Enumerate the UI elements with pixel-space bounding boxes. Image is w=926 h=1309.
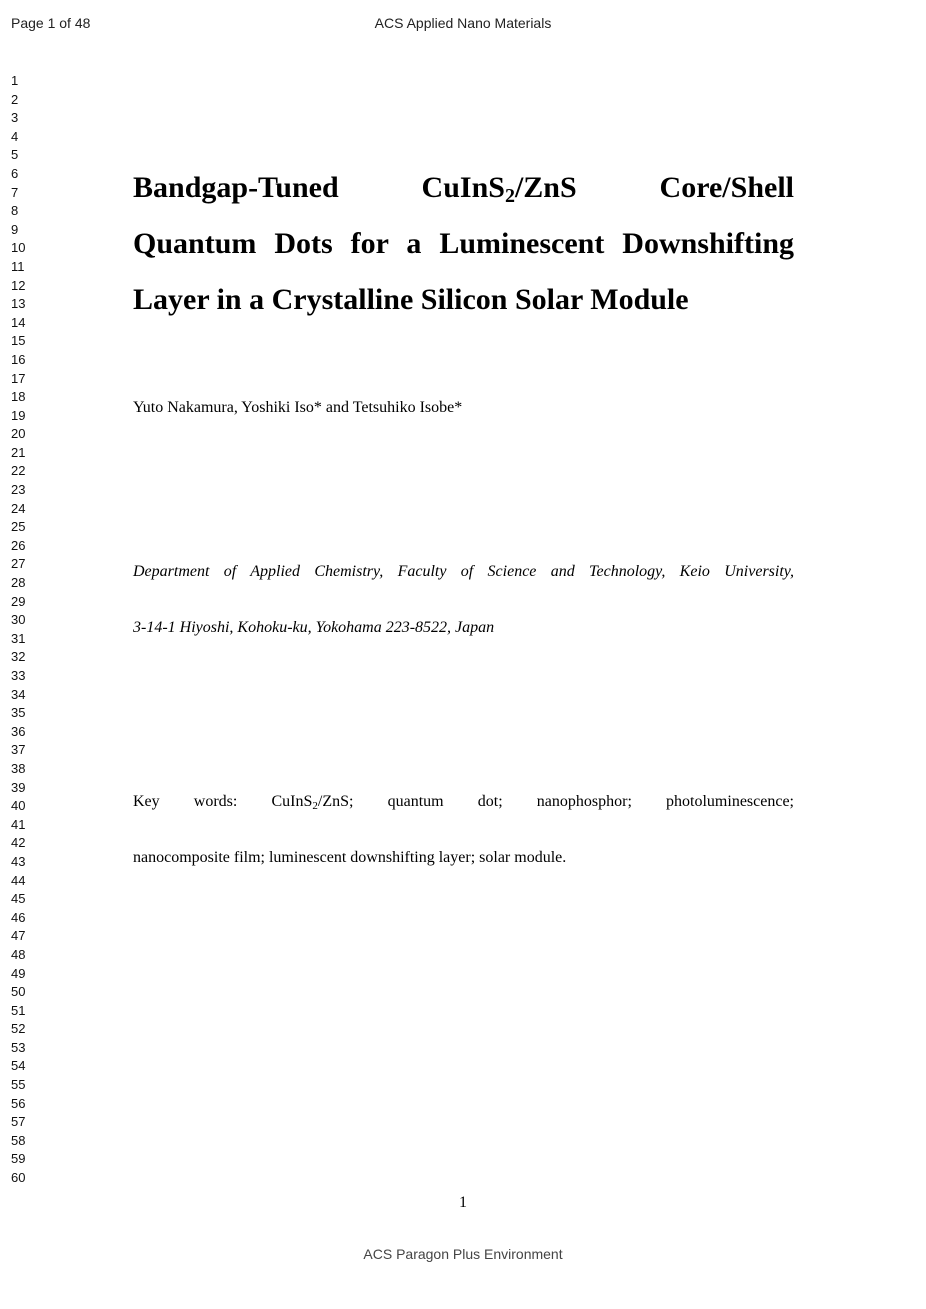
line-number: 56 [11,1095,26,1111]
keywords-line-2: nanocomposite film; luminescent downshifting layer; solar module. [133,849,567,866]
line-number: 60 [11,1170,26,1186]
line-number: 59 [11,1151,26,1167]
line-number: 27 [11,556,26,572]
line-number: 40 [11,798,26,814]
line-number: 6 [11,165,19,181]
line-number: 35 [11,705,26,721]
line-number: 5 [11,147,19,163]
line-number: 1 [11,73,19,88]
line-number: 49 [11,965,26,981]
title-line-3: Layer in a Crystalline Silicon Solar Module [133,283,689,316]
line-number: 7 [11,184,19,200]
line-number: 10 [11,240,26,256]
page-indicator: Page 1 of 48 [11,15,91,31]
line-number: 57 [11,1114,26,1130]
line-number: 28 [11,575,26,591]
line-number: 19 [11,407,26,423]
paper-title [133,160,794,328]
line-number: 33 [11,668,26,683]
line-number: 37 [11,742,26,758]
line-number: 31 [11,630,26,646]
line-number: 4 [11,128,19,144]
line-number: 20 [11,426,26,442]
line-number: 47 [11,928,26,944]
line-number: 18 [11,389,26,405]
line-number: 51 [11,1002,26,1018]
keywords-line-1: Key words: CuInS$_2$/ZnS; quantum dot; nanophosphor; photoluminescence; [133,793,794,812]
line-number: 30 [11,612,26,628]
line-number: 44 [11,872,26,888]
line-number: 52 [11,1021,26,1037]
line-number: 9 [11,221,19,237]
line-number: 3 [11,110,19,126]
line-number: 58 [11,1132,26,1148]
line-number: 55 [11,1077,26,1093]
line-number: 42 [11,835,26,851]
line-number: 45 [11,891,26,907]
line-number: 39 [11,779,26,795]
journal-name: ACS Applied Nano Materials [374,15,552,31]
title-line-2: Quantum Dots for a Luminescent Downshifting [133,227,794,260]
line-number: 8 [11,203,19,219]
line-number-gutter [11,72,25,1188]
line-number: 38 [11,760,26,776]
line-number: 26 [11,537,26,553]
line-number: 15 [11,333,26,349]
line-number: 34 [11,686,26,702]
line-number: 32 [11,649,26,665]
keywords [133,774,794,886]
line-number: 53 [11,1039,26,1055]
line-number: 13 [11,296,26,312]
page-number: 1 [459,1194,467,1211]
line-number: 25 [11,519,26,535]
line-number: 16 [11,351,26,367]
line-number: 22 [11,463,26,479]
line-number: 11 [11,258,25,274]
line-number: 54 [11,1058,26,1074]
line-number: 48 [11,946,26,962]
affiliation [133,544,794,656]
author-list: Yuto Nakamura, Yoshiki Iso* and Tetsuhiko Isobe* [133,399,463,416]
line-number: 50 [11,984,26,1000]
line-number: 2 [11,91,19,107]
line-number: 23 [11,482,26,498]
affiliation-line-1: Department of Applied Chemistry, Faculty of Science and Technology, Keio University, [133,563,794,580]
line-number: 36 [11,723,26,739]
line-number: 43 [11,853,26,869]
affiliation-line-2: 3-14-1 Hiyoshi, Kohoku-ku, Yokohama 223-8522, Japan [133,619,495,636]
line-number: 29 [11,593,26,609]
line-number: 24 [11,500,26,516]
line-number: 46 [11,909,26,925]
line-number: 21 [11,444,26,460]
title-line-1: Bandgap-Tuned CuInS$_2$/ZnS Core/Shell [133,171,794,207]
line-number: 17 [11,370,26,386]
line-number: 12 [11,277,26,293]
line-number: 41 [11,816,26,832]
line-number: 14 [11,314,26,330]
footer-text: ACS Paragon Plus Environment [363,1246,563,1262]
